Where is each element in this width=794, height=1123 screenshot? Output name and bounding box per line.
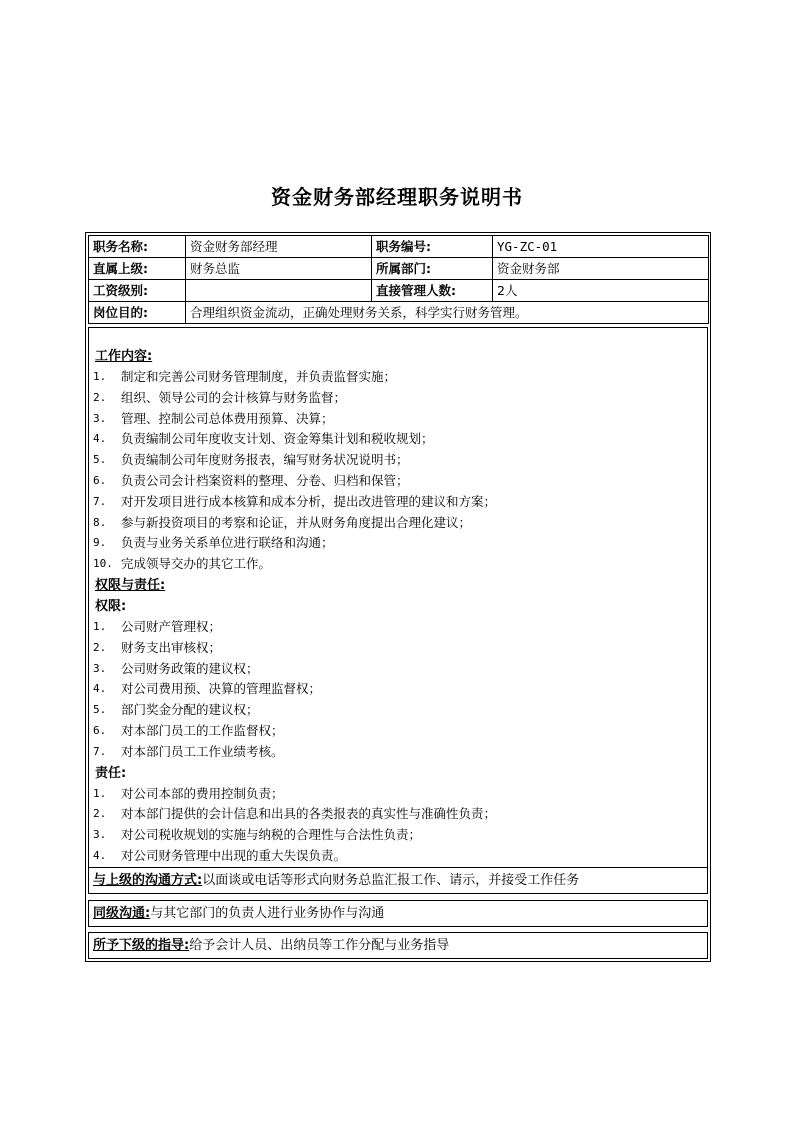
list-item-number: 4. (93, 432, 107, 446)
list-item-text: 对开发项目进行成本核算和成本分析，提出改进管理的建议和方案； (121, 493, 497, 509)
header-table (88, 235, 709, 324)
list-item (93, 638, 703, 659)
list-item-text: 对本部门员工工作业绩考核。 (121, 743, 284, 759)
job-code-label: 职务编号: (372, 236, 493, 258)
list-item-number: 9. (93, 536, 107, 550)
list-item-text: 公司财产管理权； (121, 618, 222, 634)
list-item-text: 负责编制公司年度财务报表，编写财务状况说明书； (121, 452, 409, 468)
list-item (93, 700, 703, 721)
comm-peer-text: 与其它部门的负责人进行业务协作与沟通 (150, 906, 385, 921)
list-item-text: 完成领导交办的其它工作。 (121, 556, 272, 572)
list-item (93, 388, 703, 409)
comm-peer-label: 同级沟通: (93, 906, 151, 921)
comm-up-label: 与上级的沟通方式: (93, 873, 203, 888)
department-label: 所属部门: (372, 258, 493, 280)
list-item-text: 公司财务政策的建议权； (121, 660, 259, 676)
supervisor-value: 财务总监 (186, 258, 372, 280)
purpose-value: 合理组织资金流动，正确处理财务关系，科学实行财务管理。 (186, 302, 709, 324)
duties-heading: 责任: (95, 765, 127, 781)
list-item (93, 471, 703, 492)
list-item-text: 对公司费用预、决算的管理监督权； (121, 681, 322, 697)
authority-heading: 权限与责任: (95, 577, 166, 593)
list-item-text: 对公司税收规划的实施与纳税的合理性与合法性负责； (121, 827, 422, 843)
job-title-label: 职务名称: (89, 236, 186, 258)
salary-grade-value (186, 280, 372, 302)
list-item (93, 409, 703, 430)
list-item-number: 2. (93, 390, 107, 404)
salary-grade-label: 工资级别: (89, 280, 186, 302)
comm-down-label: 所予下级的指导: (93, 938, 190, 953)
list-item-text: 负责公司会计档案资料的整理、分卷、归档和保管； (121, 472, 409, 488)
list-item (93, 554, 703, 575)
work-list (93, 367, 703, 575)
list-item-text: 对本部门员工的工作监督权； (121, 722, 284, 738)
list-item-text: 对公司财务管理中出现的重大失误负责。 (121, 847, 347, 863)
list-item (93, 742, 703, 763)
department-value: 资金财务部 (493, 258, 709, 280)
job-code-value: YG-ZC-01 (493, 236, 709, 258)
job-title-value: 资金财务部经理 (186, 236, 372, 258)
list-item (93, 679, 703, 700)
work-heading: 工作内容: (95, 349, 153, 364)
list-item-number: 7. (93, 494, 107, 508)
list-item (93, 825, 703, 846)
list-item (93, 429, 703, 450)
list-item-number: 6. (93, 723, 107, 737)
list-item (93, 367, 703, 388)
list-item-number: 1. (93, 786, 107, 800)
list-item (93, 846, 703, 867)
list-item-number: 7. (93, 744, 107, 758)
direct-reports-value: 2人 (493, 280, 709, 302)
list-item-number: 3. (93, 661, 107, 675)
list-item-text: 财务支出审核权； (121, 639, 222, 655)
list-item-number: 10. (93, 557, 113, 571)
purpose-label: 岗位目的: (89, 302, 186, 324)
list-item (93, 450, 703, 471)
table-row (89, 236, 709, 258)
list-item (93, 533, 703, 554)
table-row (89, 302, 709, 324)
list-item-text: 部门奖金分配的建议权； (121, 702, 259, 718)
list-item-number: 4. (93, 848, 107, 862)
list-item (93, 784, 703, 805)
comm-down-text: 给予会计人员、出纳员等工作分配与业务指导 (189, 938, 450, 953)
list-item (93, 492, 703, 513)
list-item-text: 组织、领导公司的会计核算与财务监督； (121, 389, 347, 405)
content-section (88, 327, 708, 868)
supervisor-label: 直属上级: (89, 258, 186, 280)
direct-reports-label: 直接管理人数: (372, 280, 493, 302)
rights-list (93, 617, 703, 763)
list-item-number: 6. (93, 473, 107, 487)
document-title: 资金财务部经理职务说明书 (271, 185, 523, 209)
comm-peer-row (88, 900, 708, 927)
list-item (93, 804, 703, 825)
list-item-number: 4. (93, 682, 107, 696)
list-item-number: 5. (93, 703, 107, 717)
rights-heading: 权限: (95, 598, 127, 614)
list-item-text: 管理、控制公司总体费用预算、决算； (121, 410, 334, 426)
list-item-number: 1. (93, 619, 107, 633)
list-item-number: 1. (93, 370, 107, 383)
duties-list (93, 784, 703, 867)
list-item-number: 2. (93, 807, 107, 821)
comm-up-row (88, 867, 708, 894)
table-row (89, 258, 709, 280)
comm-up-text: 以面谈或电话等形式向财务总监汇报工作、请示，并接受工作任务 (202, 873, 580, 888)
list-item-text: 负责编制公司年度收支计划、资金筹集计划和税收规划； (121, 431, 434, 447)
list-item-number: 2. (93, 640, 107, 654)
list-item-text: 对公司本部的费用控制负责； (121, 785, 284, 801)
list-item (93, 659, 703, 680)
list-item-text: 对本部门提供的会计信息和出具的各类报表的真实性与准确性负责； (121, 806, 497, 822)
list-item-number: 8. (93, 515, 107, 529)
list-item-text: 参与新投资项目的考察和论证，并从财务角度提出合理化建议； (121, 514, 472, 530)
list-item (93, 617, 703, 638)
comm-down-row (88, 932, 708, 959)
list-item (93, 721, 703, 742)
list-item-text: 制定和完善公司财务管理制度，并负责监督实施； (121, 369, 397, 384)
list-item-number: 3. (93, 828, 107, 842)
list-item-number: 3. (93, 411, 107, 425)
list-item (93, 513, 703, 534)
list-item-text: 负责与业务关系单位进行联络和沟通； (121, 535, 334, 551)
list-item-number: 5. (93, 453, 107, 467)
table-row (89, 280, 709, 302)
